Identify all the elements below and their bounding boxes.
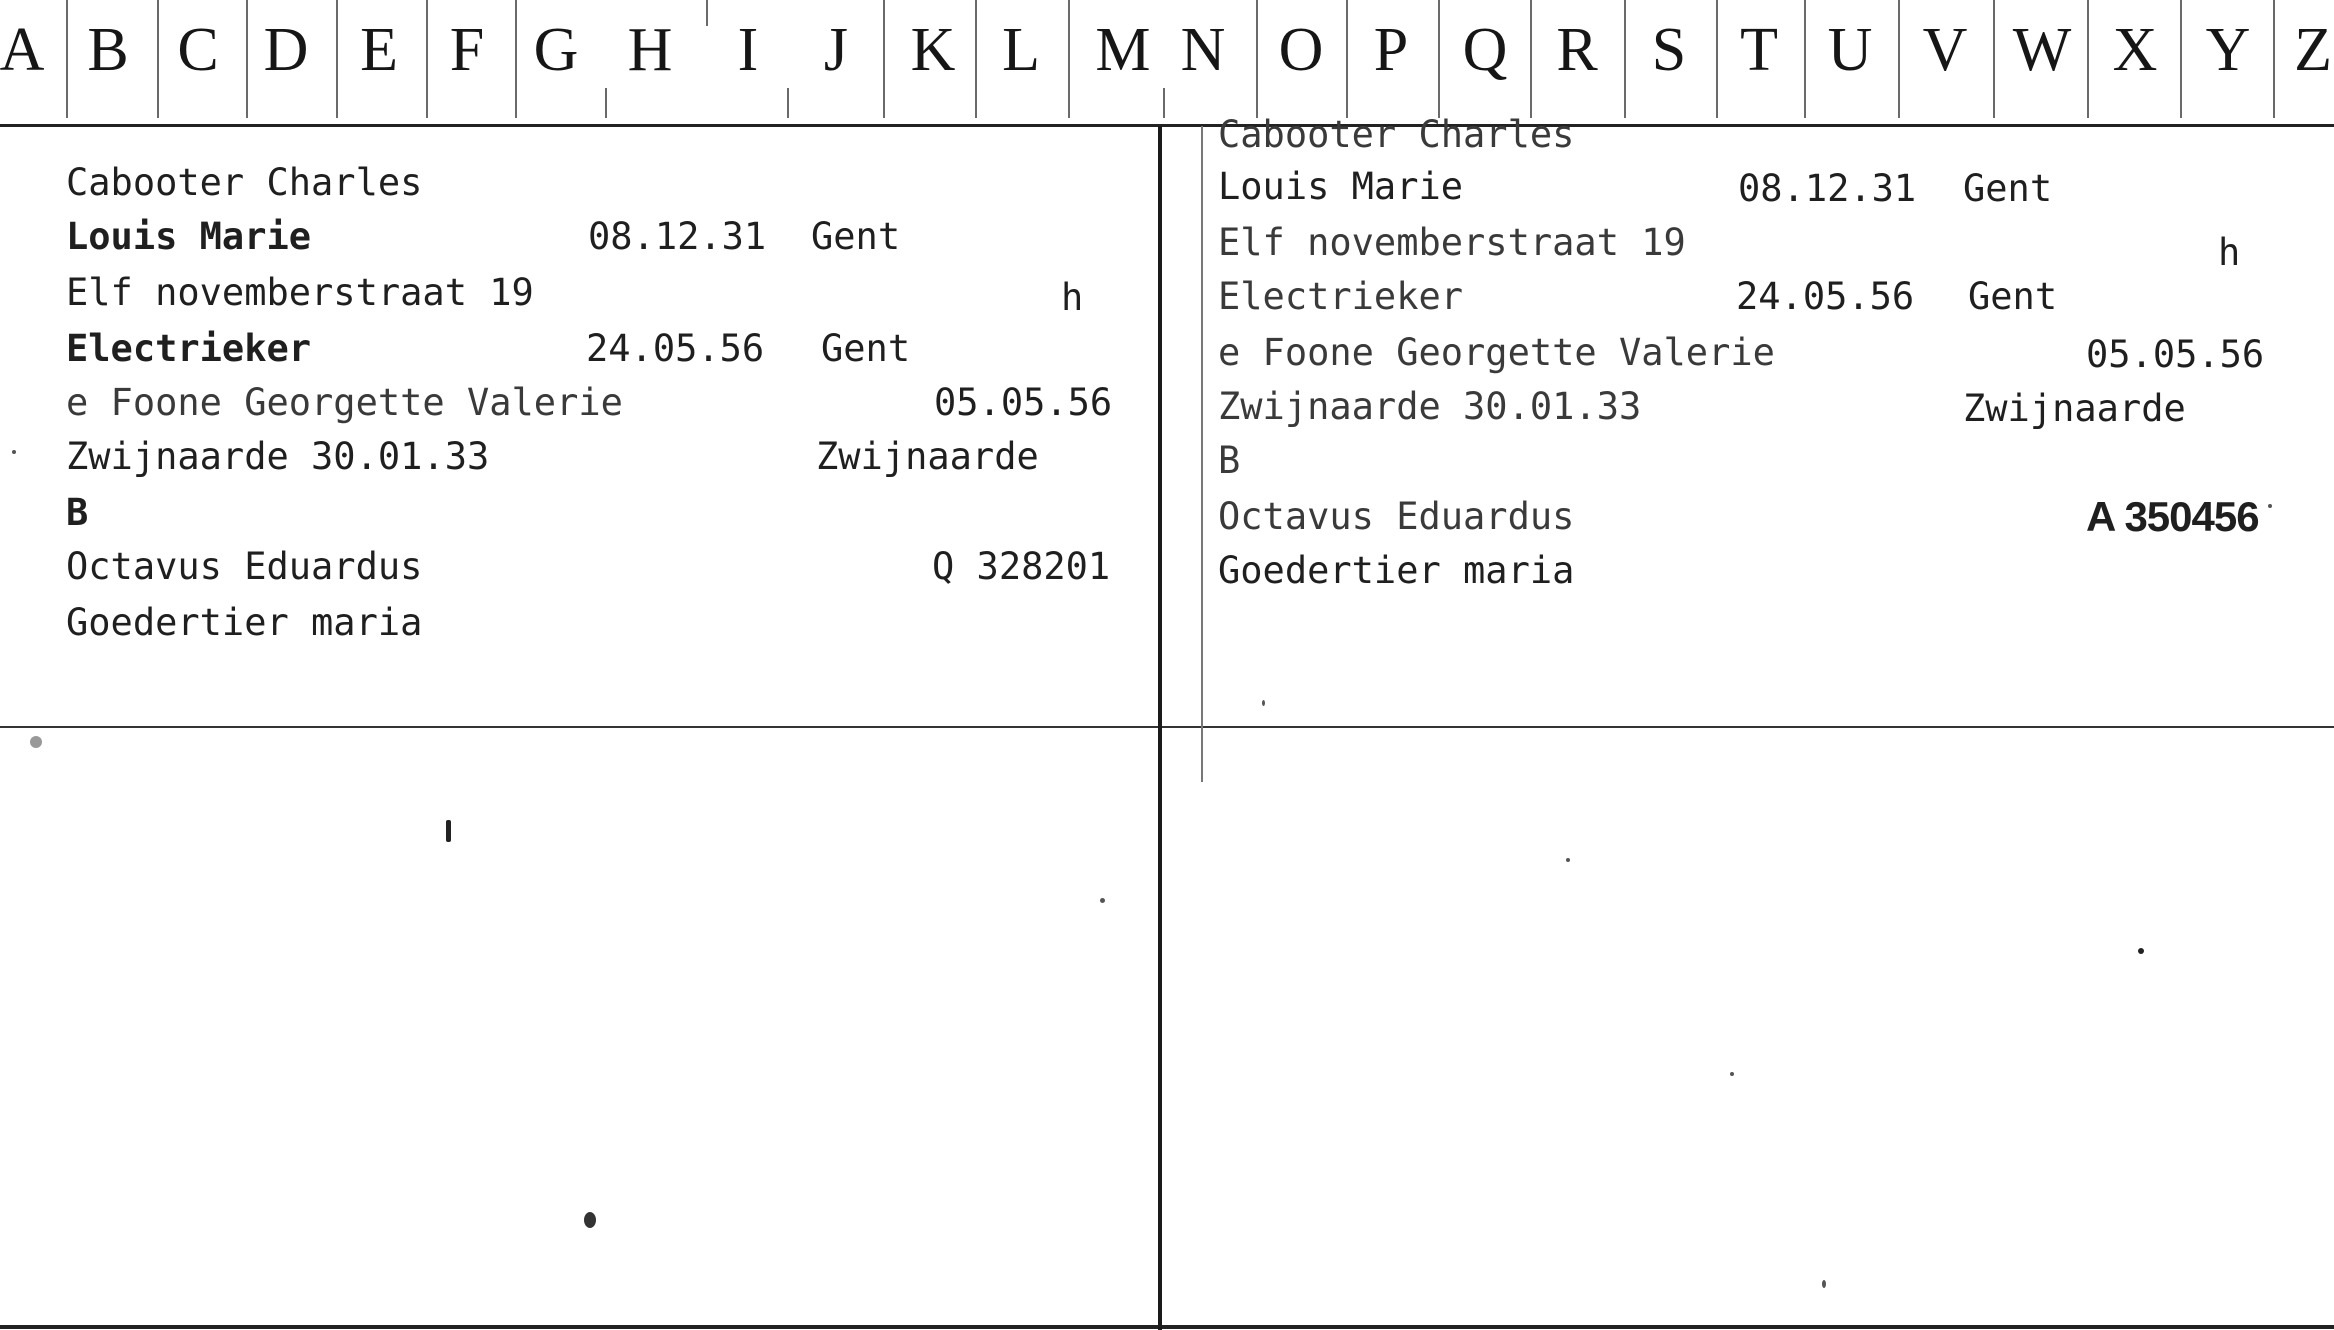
index-letter-j: J	[823, 16, 849, 84]
strip-divider	[706, 0, 708, 26]
scan-speck	[1822, 1280, 1826, 1288]
record-card-left	[66, 158, 1146, 678]
strip-divider	[426, 0, 428, 118]
card-mother: Goedertier maria	[66, 601, 423, 644]
faint-divider	[1201, 126, 1203, 782]
index-letter-u: U	[1827, 16, 1873, 84]
strip-divider	[1716, 0, 1718, 118]
card-mother: Goedertier maria	[1218, 549, 1575, 592]
scan-speck	[2268, 504, 2272, 508]
card-ref-number: Q 328201	[932, 545, 1111, 588]
strip-divider	[157, 0, 159, 118]
index-letter-g: G	[533, 16, 579, 84]
card-marker: h	[2218, 231, 2241, 274]
card-date-2: 24.05.56	[1736, 275, 1915, 318]
card-place-2: Gent	[1968, 275, 2058, 318]
strip-divider	[1163, 88, 1165, 118]
index-letter-v: V	[1922, 16, 1968, 84]
index-letter-l: L	[1002, 16, 1040, 84]
card-father: Octavus Eduardus	[1218, 495, 1575, 538]
card-address: Elf novemberstraat 19	[1218, 221, 1686, 264]
card-name: Cabooter Charles	[66, 161, 423, 204]
strip-divider	[1993, 0, 1995, 118]
scan-speck	[584, 1212, 596, 1228]
strip-divider	[1530, 0, 1532, 118]
strip-divider	[336, 0, 338, 118]
index-letter-p: P	[1373, 16, 1409, 84]
scan-speck	[12, 450, 16, 454]
index-letter-a: A	[0, 16, 45, 84]
strip-divider	[883, 0, 885, 118]
strip-divider	[605, 88, 607, 118]
bottom-rule	[0, 1325, 2334, 1329]
index-letter-y: Y	[2205, 16, 2251, 84]
card-date-3: 05.05.56	[934, 381, 1113, 424]
scan-speck	[1730, 1072, 1734, 1076]
strip-divider	[1804, 0, 1806, 118]
index-letter-k: K	[910, 16, 956, 84]
card-ref-number: A 350456	[2086, 493, 2259, 540]
index-letter-x: X	[2112, 16, 2158, 84]
card-date-2: 24.05.56	[586, 327, 765, 370]
strip-divider	[246, 0, 248, 118]
strip-divider	[2087, 0, 2089, 118]
index-letter-t: T	[1740, 16, 1778, 84]
strip-divider	[66, 0, 68, 118]
index-letter-o: O	[1278, 16, 1324, 84]
card-birth-date: 08.12.31	[588, 215, 767, 258]
card-name: Cabooter Charles	[1218, 113, 1575, 156]
center-divider	[1158, 126, 1162, 1330]
index-letter-q: Q	[1462, 16, 1508, 84]
strip-divider	[515, 0, 517, 118]
strip-divider	[1624, 0, 1626, 118]
record-card-right	[1218, 110, 2318, 630]
index-letter-d: D	[263, 16, 309, 84]
scan-speck	[1262, 700, 1265, 706]
index-letter-b: B	[87, 16, 129, 84]
card-code: B	[66, 491, 89, 534]
card-birth-date: 08.12.31	[1738, 167, 1917, 210]
strip-divider	[787, 88, 789, 118]
card-spouse-origin: Zwijnaarde 30.01.33	[66, 435, 490, 478]
index-letter-w: W	[2012, 16, 2072, 84]
card-date-3: 05.05.56	[2086, 333, 2265, 376]
card-marker: h	[1061, 276, 1084, 319]
scan-speck	[446, 820, 451, 842]
card-occupation: Electrieker	[1218, 275, 1464, 318]
index-letter-z: Z	[2294, 16, 2332, 84]
card-code: B	[1218, 439, 1241, 482]
card-place-2: Gent	[821, 327, 911, 370]
strip-divider	[1898, 0, 1900, 118]
index-letter-s: S	[1651, 16, 1687, 84]
strip-divider	[1346, 0, 1348, 118]
scan-speck	[1100, 898, 1105, 903]
index-letter-f: F	[449, 16, 485, 84]
card-birth-place: Gent	[811, 215, 901, 258]
strip-divider	[2180, 0, 2182, 118]
strip-divider	[975, 0, 977, 118]
index-letter-e: E	[360, 16, 398, 84]
card-father: Octavus Eduardus	[66, 545, 423, 588]
index-letter-n: N	[1180, 16, 1226, 84]
letter-index-strip	[0, 0, 2334, 118]
card-given-names: Louis Marie	[66, 215, 312, 258]
index-letter-m: M	[1095, 16, 1151, 84]
index-letter-h: H	[627, 16, 673, 84]
strip-divider	[1438, 0, 1440, 118]
card-separator-rule	[0, 726, 2334, 728]
strip-divider	[2273, 0, 2275, 118]
strip-divider	[1256, 0, 1258, 118]
card-given-names: Louis Marie	[1218, 165, 1464, 208]
index-letter-i: I	[737, 16, 759, 84]
scan-speck	[1566, 858, 1570, 862]
index-letter-c: C	[177, 16, 219, 84]
card-birth-place: Gent	[1963, 167, 2053, 210]
card-spouse-origin: Zwijnaarde 30.01.33	[1218, 385, 1642, 428]
card-spouse-place: Zwijnaarde	[1963, 387, 2186, 430]
card-occupation: Electrieker	[66, 327, 312, 370]
strip-divider	[1068, 0, 1070, 118]
card-address: Elf novemberstraat 19	[66, 271, 534, 314]
scan-speck	[2138, 948, 2144, 954]
card-spouse: e Foone Georgette Valerie	[66, 381, 623, 424]
scan-speck	[30, 736, 42, 748]
card-spouse: e Foone Georgette Valerie	[1218, 331, 1775, 374]
index-letter-r: R	[1556, 16, 1598, 84]
card-spouse-place: Zwijnaarde	[816, 435, 1039, 478]
